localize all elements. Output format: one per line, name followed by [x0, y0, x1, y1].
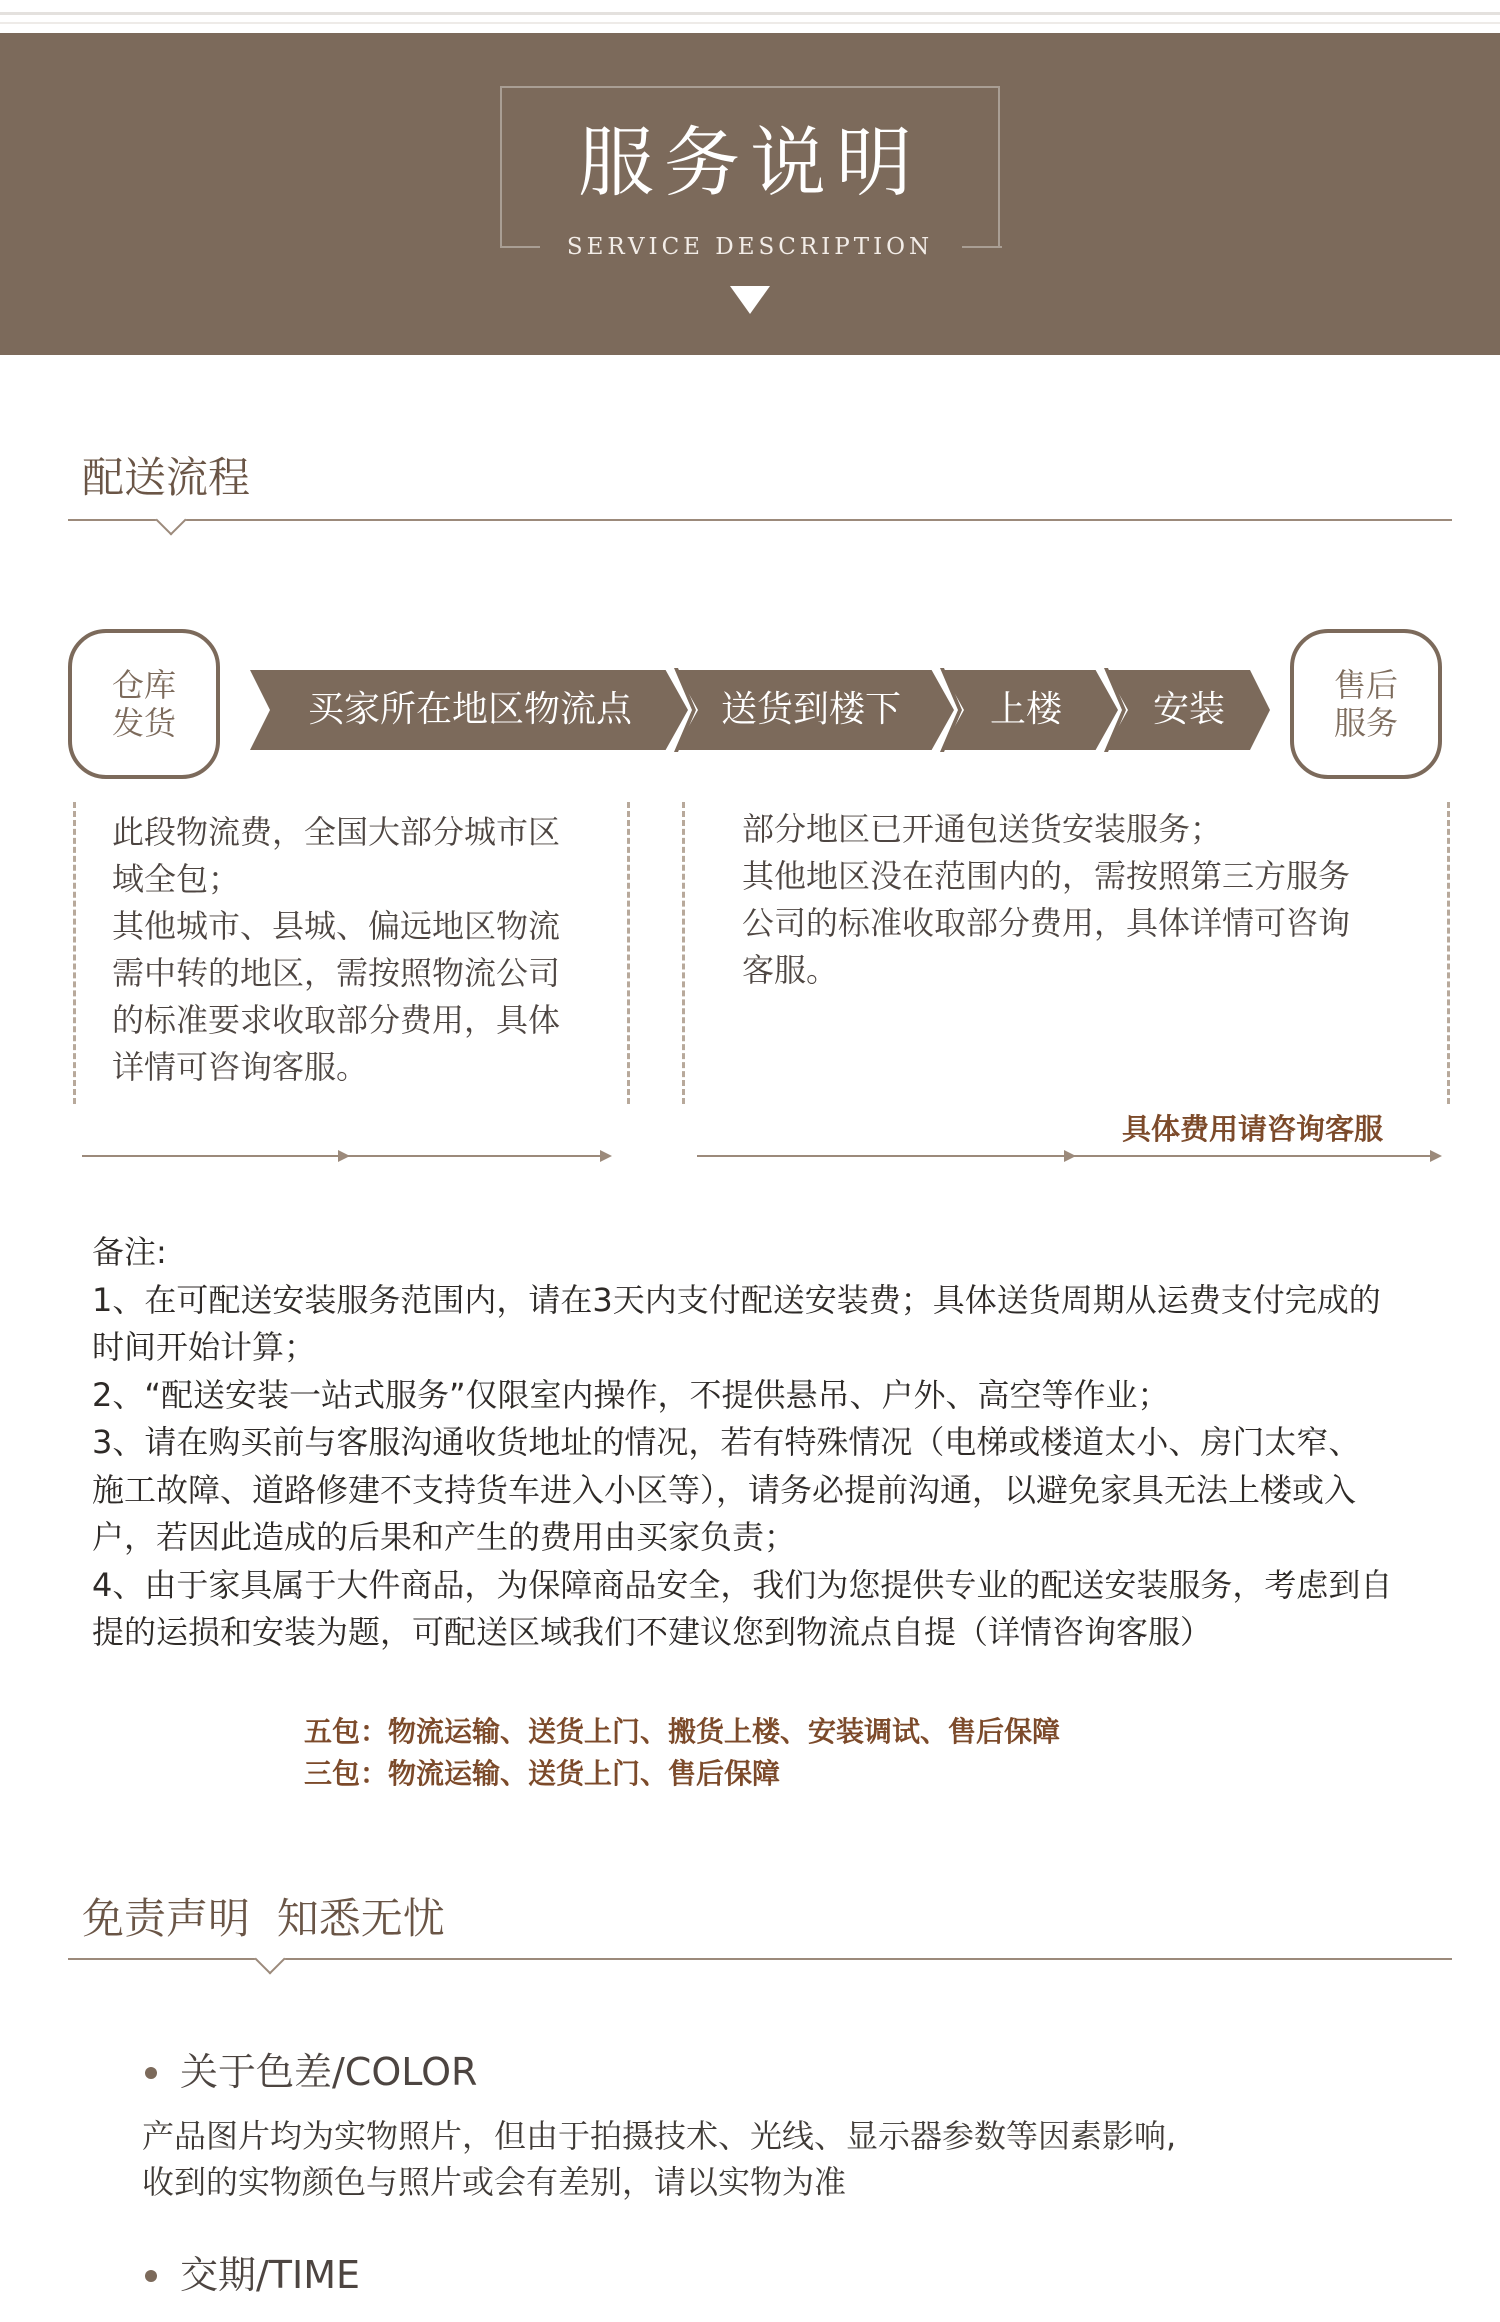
start-node-line-2: 发货	[111, 704, 176, 742]
left-box-dash-left	[73, 802, 76, 1104]
bullet-dot-icon	[145, 2270, 157, 2282]
arrow-right-icon	[1064, 1150, 1076, 1162]
notes-label: 备注:	[92, 1233, 167, 1271]
flow-step-downstairs: 送货到楼下	[720, 689, 901, 730]
notes-block	[92, 1229, 1452, 1657]
delivery-section-title: 配送流程	[82, 453, 251, 502]
bullet-dot-icon	[145, 2067, 157, 2079]
arrow-right-icon	[1430, 1150, 1442, 1162]
left-info-line: 详情可咨询客服。	[112, 1048, 369, 1086]
flow-end-node	[1290, 629, 1442, 779]
flow-step-install: 安装	[1152, 689, 1225, 730]
color-title: 关于色差/COLOR	[180, 2050, 478, 2094]
arrow-right-icon	[600, 1150, 612, 1162]
end-node-line-2: 服务	[1333, 704, 1398, 742]
end-node-line-1: 售后	[1333, 666, 1398, 704]
left-info-line: 的标准要求收取部分费用，具体	[112, 1001, 561, 1039]
left-box-dash-right	[627, 802, 630, 1104]
banner-subtitle: SERVICE DESCRIPTION	[566, 234, 934, 260]
note-line: 时间开始计算；	[92, 1328, 317, 1366]
right-info-line: 公司的标准收取部分费用，具体详情可咨询	[742, 904, 1351, 942]
note-line: 1、在可配送安装服务范围内，请在3天内支付配送安装费；具体送货周期从运费支付完成的	[92, 1280, 1381, 1319]
banner-title: 服务说明	[578, 118, 922, 207]
section-notch-icon	[254, 1943, 285, 1974]
left-info-line: 域全包；	[112, 860, 241, 898]
disclaimer-section-title: 免责声明 知悉无忧	[82, 1894, 445, 1943]
right-info-line: 客服。	[742, 951, 839, 989]
delivery-section-rule	[68, 519, 1452, 521]
flow-step-logistics-point: 买家所在地区物流点	[307, 689, 632, 730]
right-box-dash-left	[682, 802, 685, 1104]
note-line: 2、“配送安装一站式服务”仅限室内操作，不提供悬吊、户外、高空等作业；	[92, 1375, 1170, 1414]
note-line: 施工故障、道路修建不支持货车进入小区等），请务必提前沟通，以避免家具无法上楼或入	[92, 1470, 1357, 1509]
package-three: 三包：物流运输、送货上门、售后保障	[304, 1757, 781, 1790]
right-box-dash-right	[1447, 802, 1450, 1104]
fee-consult-note: 具体费用请咨询客服	[1122, 1112, 1384, 1146]
start-node-line-1: 仓库	[111, 666, 176, 704]
left-info-line: 需中转的地区，需按照物流公司	[112, 954, 561, 992]
section-notch-icon	[155, 504, 186, 535]
top-divider	[0, 12, 1500, 15]
top-divider-secondary	[0, 22, 1500, 24]
right-info-text	[742, 806, 1422, 994]
down-triangle-icon	[730, 286, 770, 314]
color-desc-line: 收到的实物颜色与照片或会有差别，请以实物为准	[142, 2163, 847, 2201]
color-desc-line: 产品图片均为实物照片，但由于拍摄技术、光线、显示器参数等因素影响,	[142, 2117, 1177, 2155]
package-five: 五包：物流运输、送货上门、搬货上楼、安装调试、售后保障	[304, 1715, 1061, 1748]
arrow-right-icon	[338, 1150, 350, 1162]
note-line: 提的运损和安装为题，可配送区域我们不建议您到物流点自提（详情咨询客服）	[92, 1613, 1213, 1651]
left-info-line: 此段物流费，全国大部分城市区	[112, 813, 561, 851]
color-description	[142, 2113, 1442, 2205]
right-info-line: 部分地区已开通包送货安装服务；	[742, 810, 1223, 848]
note-line: 户，若因此造成的后果和产生的费用由买家负责；	[92, 1518, 797, 1556]
left-info-line: 其他城市、县城、偏远地区物流	[112, 907, 561, 945]
flow-step-upstairs: 上楼	[989, 689, 1062, 730]
note-line: 3、请在购买前与客服沟通收货地址的情况，若有特殊情况（电梯或楼道太小、房门太窄、	[92, 1423, 1361, 1461]
time-title: 交期/TIME	[180, 2253, 361, 2297]
right-info-line: 其他地区没在范围内的，需按照第三方服务	[742, 857, 1351, 895]
note-line: 4、由于家具属于大件商品，为保障商品安全，我们为您提供专业的配送安装服务，考虑到自	[92, 1565, 1393, 1604]
flow-start-node	[68, 629, 220, 779]
left-info-text	[112, 809, 612, 1091]
